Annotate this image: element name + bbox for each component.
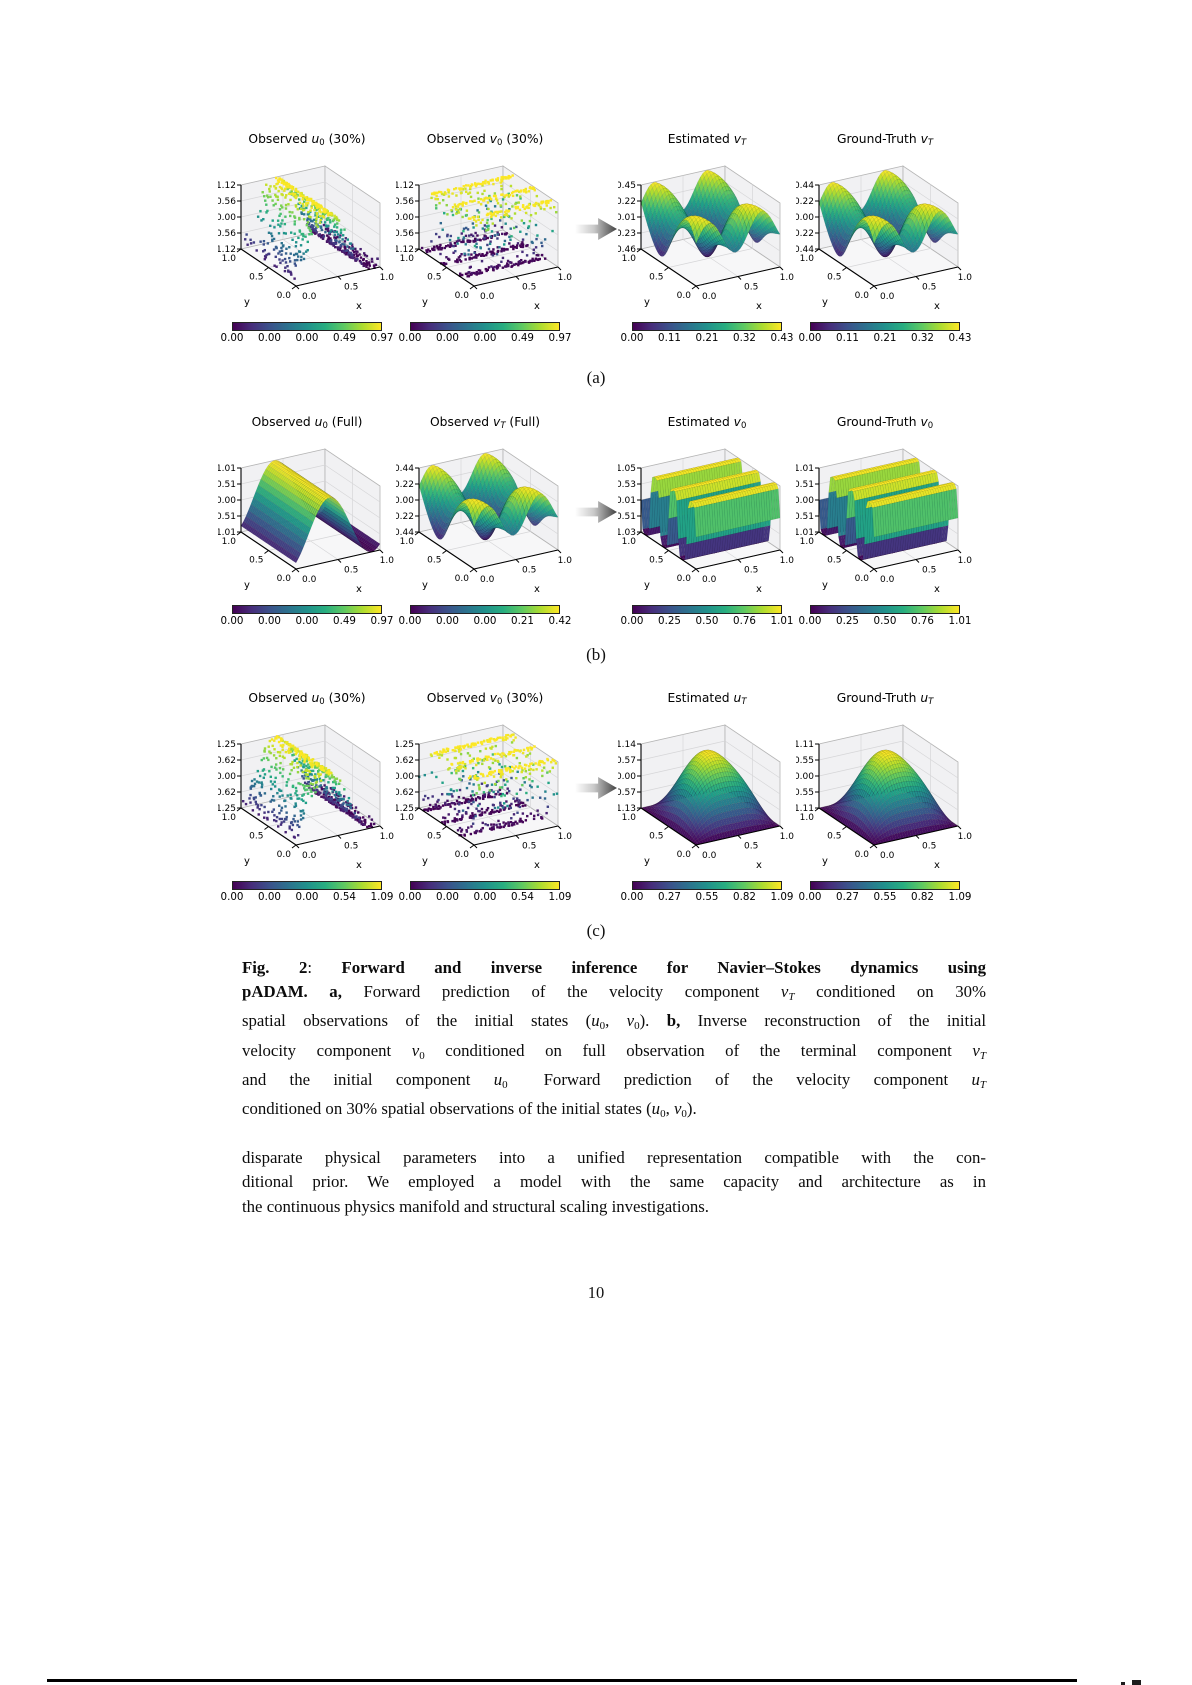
- caption-segment: 0: [660, 1108, 666, 1121]
- colorbar-tick: 0.55: [695, 891, 719, 903]
- panel-title-suffix: (Full): [327, 415, 363, 429]
- caption-line: [242, 1097, 986, 1126]
- plot3d-canvas-scatter: [218, 149, 396, 319]
- plot3d-canvas-surface: [796, 149, 974, 319]
- colorbar-tick: 1.01: [770, 615, 794, 627]
- page-edge-mark: [1132, 1680, 1141, 1685]
- body-paragraph: [242, 1146, 986, 1219]
- colorbar-tick: 0.43: [770, 332, 794, 344]
- caption-segment: 0: [599, 1020, 606, 1033]
- panel-title: [218, 690, 396, 706]
- caption-segment: and the initial component: [242, 1069, 494, 1089]
- arrow-gap: [574, 414, 618, 629]
- colorbar-tick: 0.50: [873, 615, 897, 627]
- caption-segment: Inverse reconstruction of the initial: [697, 1011, 986, 1031]
- panel-title-variable: u: [311, 691, 320, 705]
- colorbar-ticks: [798, 332, 972, 346]
- panel-title-suffix: (30%): [502, 132, 544, 146]
- colorbar-tick: 0.27: [836, 891, 859, 903]
- plot3d-canvas-surface: [618, 149, 796, 319]
- panel-title: [218, 414, 396, 430]
- figure-panel: [218, 690, 396, 905]
- figure-panel: [618, 690, 796, 905]
- colorbar-ticks: [398, 615, 572, 629]
- panel-title-variable: v: [920, 415, 928, 429]
- panel-title-subscript: 0: [319, 138, 325, 148]
- panel-title-prefix: Ground-Truth: [836, 132, 921, 146]
- caption-segment: v: [411, 1040, 420, 1060]
- panel-title-prefix: Observed: [429, 415, 494, 429]
- panel-title: [618, 131, 796, 147]
- caption-segment: ,: [605, 1011, 627, 1031]
- colorbar-tick: 0.00: [620, 615, 644, 627]
- flow-arrow-icon: [575, 217, 617, 241]
- caption-segment: conditioned on 30% spatial observations of the initial states (: [242, 1099, 652, 1119]
- panel-title-subscript: 0: [497, 138, 503, 148]
- panel-title-subscript: 0: [740, 421, 747, 431]
- colorbar-ticks: [220, 332, 394, 346]
- plot3d-canvas-scatter: [396, 708, 574, 878]
- colorbar-ticks: [620, 615, 794, 629]
- colorbar-tick: 0.00: [798, 891, 822, 903]
- colorbar-tick: 0.50: [695, 615, 719, 627]
- colorbar-tick: 0.00: [258, 615, 281, 627]
- colorbar-tick: 0.32: [733, 332, 756, 344]
- colorbar-tick: 0.55: [873, 891, 897, 903]
- figure-panel: [218, 414, 396, 629]
- plot3d-canvas-scatter: [218, 708, 396, 878]
- panel-title-subscript: 0: [497, 697, 503, 707]
- caption-line: [242, 1039, 986, 1068]
- colorbar-tick: 0.00: [436, 332, 459, 344]
- colorbar: [410, 605, 560, 614]
- caption-segment: T: [979, 1049, 986, 1062]
- figure-panel: [796, 690, 974, 905]
- panel-title-subscript: T: [741, 697, 747, 707]
- colorbar-tick: 0.00: [398, 891, 422, 903]
- caption-segment: b,: [666, 1011, 698, 1031]
- colorbar-tick: 0.00: [258, 332, 281, 344]
- caption-segment: v: [780, 982, 789, 1002]
- panel-title-prefix: Observed: [251, 415, 315, 429]
- figure-row-c-: [218, 690, 974, 905]
- arrow-gap: [574, 131, 618, 346]
- caption-segment: pADAM. a,: [242, 982, 364, 1002]
- colorbar-ticks: [398, 332, 572, 346]
- caption-segment: 0: [681, 1108, 687, 1121]
- caption-segment: u: [591, 1011, 600, 1031]
- colorbar: [632, 322, 782, 331]
- caption-segment: Forward and inverse inference for Navier–Stokes dynamics using: [341, 958, 987, 977]
- panel-title-variable: v: [489, 691, 498, 705]
- panel-title-variable: v: [493, 415, 501, 429]
- plot3d-canvas-surface: [796, 708, 974, 878]
- colorbar-tick: 0.00: [220, 332, 244, 344]
- caption-segment: conditioned on 30%: [794, 982, 986, 1002]
- colorbar-tick: 1.09: [770, 891, 794, 903]
- panel-title: [796, 414, 974, 430]
- figure-panel: [218, 131, 396, 346]
- colorbar: [410, 322, 560, 331]
- caption-segment: 0: [502, 1078, 508, 1091]
- caption-segment: Fig. 2: [242, 958, 308, 977]
- panel-title: [796, 131, 974, 147]
- colorbar-tick: 0.00: [620, 891, 644, 903]
- colorbar: [232, 605, 382, 614]
- colorbar-tick: 0.25: [836, 615, 859, 627]
- caption-segment: velocity component: [242, 1040, 412, 1060]
- colorbar-tick: 0.00: [473, 332, 497, 344]
- colorbar: [810, 605, 960, 614]
- colorbar: [232, 881, 382, 890]
- colorbar-tick: 0.00: [473, 891, 497, 903]
- body-line: ditional prior. We employed a model with the same capacity and architecture as in: [242, 1172, 986, 1192]
- plot3d-canvas-surface: [618, 708, 796, 878]
- colorbar-ticks: [798, 615, 972, 629]
- panel-title-prefix: Observed: [426, 691, 490, 705]
- subfigure-label: (b): [586, 645, 606, 664]
- colorbar-tick: 0.00: [398, 332, 422, 344]
- colorbar: [632, 605, 782, 614]
- colorbar-tick: 0.82: [733, 891, 756, 903]
- colorbar-tick: 0.00: [436, 891, 459, 903]
- colorbar-tick: 0.97: [370, 332, 394, 344]
- caption-segment: spatial observations of the initial states (: [242, 1011, 592, 1031]
- colorbar-tick: 0.32: [911, 332, 934, 344]
- caption-line: [242, 980, 986, 1009]
- panel-title: [618, 690, 796, 706]
- colorbar-tick: 0.11: [658, 332, 681, 344]
- colorbar-tick: 0.00: [798, 615, 822, 627]
- panel-title: [396, 690, 574, 706]
- colorbar-ticks: [620, 891, 794, 905]
- colorbar-tick: 0.82: [911, 891, 934, 903]
- colorbar: [810, 881, 960, 890]
- panel-title: [396, 414, 574, 430]
- colorbar-tick: 0.49: [333, 332, 356, 344]
- panel-title-subscript: 0: [927, 421, 934, 431]
- colorbar-tick: 0.00: [220, 615, 244, 627]
- body-line: the continuous physics manifold and structural scaling investigations.: [242, 1196, 709, 1216]
- panel-title-prefix: Estimated: [667, 415, 734, 429]
- figure-row-a-: [218, 131, 974, 346]
- plot3d-canvas-surface: [218, 432, 396, 602]
- panel-title-suffix: (Full): [505, 415, 541, 429]
- panel-title-suffix: (30%): [502, 691, 544, 705]
- panel-title-subscript: 0: [322, 421, 328, 431]
- figure-panel: [618, 131, 796, 346]
- colorbar-tick: 0.00: [473, 615, 497, 627]
- caption-segment: v: [626, 1011, 635, 1031]
- colorbar-tick: 0.76: [911, 615, 934, 627]
- panel-title: [796, 690, 974, 706]
- colorbar: [232, 322, 382, 331]
- colorbar-tick: 0.97: [548, 332, 572, 344]
- caption-segment: 0: [419, 1049, 425, 1062]
- figure-row-b-: [218, 414, 974, 629]
- caption-segment: T: [979, 1078, 986, 1091]
- caption-segment: v: [972, 1040, 980, 1060]
- figure-panel: [396, 414, 574, 629]
- plot3d-canvas-surface: [396, 432, 574, 602]
- colorbar-tick: 0.25: [658, 615, 681, 627]
- panel-title-subscript: T: [928, 697, 934, 707]
- caption-segment: Forward prediction of the velocity component: [543, 1069, 972, 1089]
- figure-panel: [396, 131, 574, 346]
- panel-title-prefix: Ground-Truth: [836, 691, 921, 705]
- panel-title-variable: u: [920, 691, 929, 705]
- colorbar-ticks: [798, 891, 972, 905]
- colorbar-tick: 0.21: [873, 332, 897, 344]
- colorbar-tick: 0.49: [511, 332, 534, 344]
- panel-title-prefix: Observed: [426, 132, 490, 146]
- caption-segment: Forward prediction of the velocity component: [363, 982, 781, 1002]
- caption-segment: conditioned on full observation of the terminal component: [424, 1040, 973, 1060]
- panel-title-prefix: Ground-Truth: [836, 415, 921, 429]
- panel-title-variable: u: [314, 415, 323, 429]
- plot3d-canvas-scatter: [396, 149, 574, 319]
- colorbar-ticks: [220, 615, 394, 629]
- panel-title-subscript: 0: [319, 697, 325, 707]
- colorbar-ticks: [398, 891, 572, 905]
- subfigure-label: (c): [586, 921, 606, 940]
- colorbar-tick: 0.54: [511, 891, 534, 903]
- colorbar-tick: 0.00: [258, 891, 281, 903]
- panel-title-variable: v: [733, 415, 741, 429]
- panel-title-subscript: T: [500, 421, 506, 431]
- caption-line: [242, 1009, 986, 1038]
- panel-title-variable: v: [733, 132, 742, 146]
- colorbar-tick: 1.09: [370, 891, 394, 903]
- caption-segment: u: [651, 1099, 661, 1119]
- panel-title-subscript: T: [927, 138, 934, 148]
- colorbar-tick: 0.76: [733, 615, 756, 627]
- colorbar: [410, 881, 560, 890]
- caption-segment: T: [788, 991, 795, 1004]
- body-line: disparate physical parameters into a unified representation compatible with the con-: [242, 1148, 986, 1167]
- colorbar-tick: 0.00: [295, 332, 319, 344]
- plot3d-canvas-surface: [618, 432, 796, 602]
- colorbar-tick: 1.01: [948, 615, 972, 627]
- panel-title-suffix: (30%): [324, 691, 366, 705]
- colorbar: [810, 322, 960, 331]
- colorbar-tick: 0.00: [436, 615, 459, 627]
- panel-title-variable: v: [489, 132, 498, 146]
- panel-title-subscript: T: [741, 138, 747, 148]
- colorbar-tick: 0.00: [798, 332, 822, 344]
- plot3d-canvas-surface: [796, 432, 974, 602]
- panel-title-prefix: Estimated: [667, 132, 734, 146]
- figure-panel: [796, 414, 974, 629]
- caption-line: [242, 956, 986, 980]
- colorbar-tick: 1.09: [548, 891, 572, 903]
- arrow-gap: [574, 690, 618, 905]
- caption-segment: ,: [665, 1099, 674, 1119]
- figure-panel: [796, 131, 974, 346]
- panel-title-prefix: Observed: [248, 132, 312, 146]
- colorbar-tick: 0.21: [695, 332, 719, 344]
- colorbar-tick: 0.00: [398, 615, 422, 627]
- colorbar-ticks: [220, 891, 394, 905]
- page-number: 10: [587, 1283, 605, 1302]
- colorbar-tick: 0.00: [295, 891, 319, 903]
- caption-segment: :: [307, 958, 342, 977]
- colorbar: [632, 881, 782, 890]
- panel-title: [396, 131, 574, 147]
- figure-panel: [618, 414, 796, 629]
- colorbar-tick: 0.43: [948, 332, 972, 344]
- panel-title-suffix: (30%): [324, 132, 366, 146]
- panel-title-variable: u: [733, 691, 742, 705]
- colorbar-tick: 0.27: [658, 891, 681, 903]
- panel-title-variable: u: [311, 132, 320, 146]
- caption-segment: v: [673, 1099, 682, 1119]
- panel-title-prefix: Observed: [248, 691, 312, 705]
- colorbar-tick: 0.42: [548, 615, 572, 627]
- figure-panel: [396, 690, 574, 905]
- panel-title-variable: v: [920, 132, 928, 146]
- caption-segment: u: [971, 1069, 980, 1089]
- colorbar-tick: 0.00: [220, 891, 244, 903]
- subfigure-label: (a): [586, 368, 606, 387]
- caption-segment: ).: [686, 1099, 697, 1119]
- colorbar-ticks: [620, 332, 794, 346]
- footer-rule: [47, 1679, 1077, 1682]
- colorbar-tick: 0.97: [370, 615, 394, 627]
- colorbar-tick: 0.00: [295, 615, 319, 627]
- colorbar-tick: 1.09: [948, 891, 972, 903]
- colorbar-tick: 0.00: [620, 332, 644, 344]
- caption-segment: ).: [639, 1011, 667, 1031]
- colorbar-tick: 0.49: [333, 615, 356, 627]
- figure-caption: [242, 956, 986, 1126]
- panel-title-prefix: Estimated: [667, 691, 734, 705]
- caption-segment: u: [493, 1069, 503, 1089]
- panel-title: [618, 414, 796, 430]
- colorbar-tick: 0.21: [511, 615, 534, 627]
- flow-arrow-icon: [575, 776, 617, 800]
- colorbar-tick: 0.54: [333, 891, 356, 903]
- flow-arrow-icon: [575, 500, 617, 524]
- caption-line: [242, 1068, 986, 1097]
- panel-title: [218, 131, 396, 147]
- colorbar-tick: 0.11: [836, 332, 859, 344]
- caption-segment: 0: [634, 1020, 640, 1033]
